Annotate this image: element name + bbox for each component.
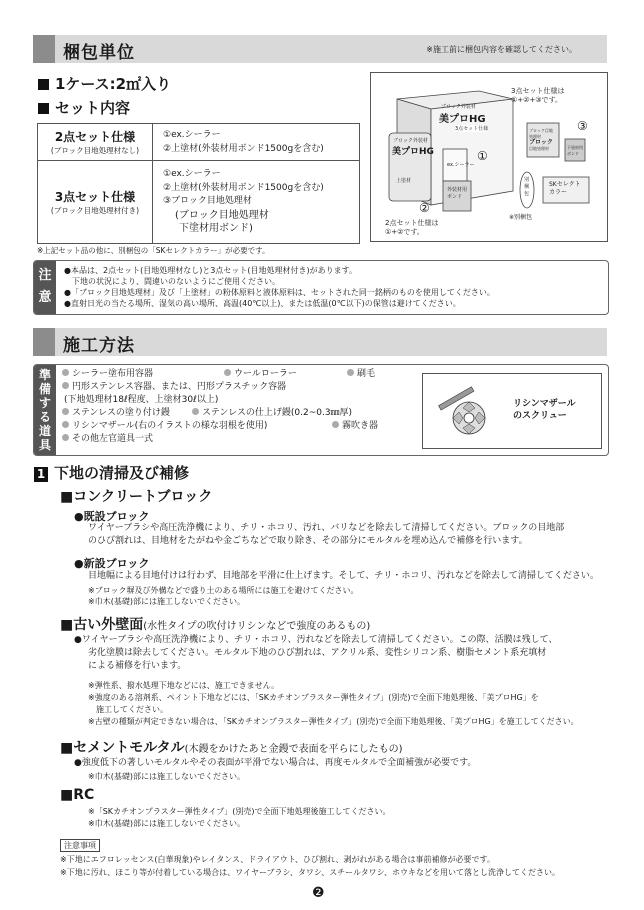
bullet-dot-icon: [332, 421, 339, 428]
kisetsu-body: ワイヤーブラシや高圧洗浄機により、チリ・ホコリ、汚れ、バリなどを除去して清掃してください。ブロックの目地部 のひび割れは、目地材をたがねや金ごちなどで取り除き、その部分にモルタルを埋め込んで補修を行います。: [88, 523, 565, 546]
shinsetsu-heading: ●新設ブロック: [74, 557, 150, 570]
cement-body: ●強度低下の著しいモルタルやその表面が平滑でない場合は、再度モルタルで全面補強が必要です。: [74, 758, 477, 768]
set-name-cell: 3点セット仕様 (ブロック目地処理材付き): [38, 161, 153, 244]
tools-line: シーラー塗布用容器 ウールローラー 刷毛: [62, 368, 412, 381]
header-bar: [33, 328, 55, 356]
rc-notes: ※「SKカチオンプラスター弾性タイプ」(別売)で全面下地処理後施工してください。 ※巾木(基礎)部には施工しないでください。: [88, 807, 391, 828]
bullet-dot-icon: [62, 434, 69, 441]
concrete-heading: ■コンクリートブロック: [60, 489, 213, 505]
tools-box: [33, 364, 609, 456]
step-number: 1: [34, 467, 48, 482]
old-wall-notes: ※弾性系、撥水処理下地などには、施工できません。 ※強度のある溶剤系、ペイント下地などには、「SKカチオンプラスター弾性タイプ」(別売)で全面下地処理後、「美プロHG」を 施工してください。 ※古壁の種類が判定できない場合は、「SKカチオンプラスター弾性タイプ」(別売)で全面下地処理後、「美プロHG」を施工してください。: [88, 681, 579, 726]
tools-line: 円形ステンレス容器、または、円形プラスチック容器: [62, 381, 412, 394]
set2-note: 2点セット仕様は ①+②です。: [385, 219, 439, 236]
tools-list: [62, 368, 412, 446]
case-heading: 1ケース:2㎡入り: [38, 73, 171, 94]
footer-notes: ※下地にエフロレッセンス(白華現象)やレイタンス、ドライアウト、ひび割れ、剥がれがある場合は事前補修が必要です。 ※下地に汚れ、ほこり等が付着している場合は、ワイヤーブラシ、タワシ、スチールタワシ、ホウキなどを用いて落とし洗浄してください。: [60, 855, 560, 877]
kisetsu-heading: ●既設ブロック: [74, 510, 150, 523]
mixer-label: リシンマザール のスクリュー: [513, 399, 576, 421]
page-number: ❷: [312, 885, 325, 901]
cement-notes: ※巾木(基礎)部には施工しないでください。: [88, 772, 245, 781]
section-header-method: [33, 328, 607, 356]
table-note: ※上記セット品の他に、別梱包の「SKセレクトカラー」が必要です。: [37, 246, 270, 255]
section-header-packaging: [33, 35, 607, 63]
square-bullet-icon: [38, 79, 49, 90]
caution-label: 注 意: [34, 261, 56, 314]
section-note: ※施工前に梱包内容を確認してください。: [426, 45, 577, 54]
shinsetsu-notes: ※ブロック塀及び外構などで盛り土のある場所には施工を避けてください。 ※巾木(基礎)部には施工しないでください。: [88, 586, 359, 606]
set-name-cell: 2点セット仕様 (ブロック目地処理材なし): [38, 124, 153, 161]
old-wall-body: ●ワイヤーブラシや高圧洗浄機により、チリ・ホコリ、汚れなどを除去して清掃してください。この際、活膜は残して、 劣化塗膜は除去してください。モルタル下地のひび割れは、アクリル系、変性シリコン系、樹脂セメント系充填材 による補修を行います。: [74, 635, 558, 671]
bullet-dot-icon: [224, 369, 231, 376]
tools-line: リシンマザール(右のイラストの様な羽根を使用) 霧吹き器: [62, 420, 412, 433]
square-bullet-icon: [38, 103, 49, 114]
old-wall-heading: ■古い外壁面(水性タイプの吹付けリシンなどで強度のあるもの): [60, 617, 371, 633]
shinsetsu-body: 目地幅による目地付けは行わず、目地部を平滑に仕上げます。そして、チリ・ホコリ、汚れなどを除去して清掃してください。: [88, 571, 599, 581]
tools-line: ステンレスの塗り付け鏝 ステンレスの仕上げ鏝(0.2~0.3㎜厚): [62, 407, 412, 420]
section-title: 施工方法: [63, 336, 135, 356]
bullet-dot-icon: [347, 369, 354, 376]
bullet-dot-icon: [62, 382, 69, 389]
set-items-cell: ①ex.シーラー ②上塗材(外装材用ボンド1500gを含む) ③ブロック目地処理材 (ブロック目地処理材 下塗材用ボンド): [153, 161, 360, 244]
header-bar: [33, 35, 55, 63]
section-title: 梱包単位: [63, 43, 135, 63]
tools-line: その他左官道具一式: [62, 433, 412, 446]
bullet-dot-icon: [62, 408, 69, 415]
tools-label: 準 備 す る 道 具: [34, 365, 56, 455]
package-illustration: ブロック外装材 美プロHG 3点セット仕様 ブロック外装材 美プロHG 上塗材 ex.シーラー 外装材用ボンド ① ② ③ 3点セット仕様は ①+②+③です。 ブロック目地 処理材 ブロック 目地処理材 下塗材用 ボンド 別梱包 SKセレクト カラー ※別梱包 2点セット仕様は ①+②です。: [370, 72, 608, 242]
caution-box: [33, 260, 609, 315]
caution-text: ●本品は、2点セット(目地処理材なし)と3点セット(目地処理材付き)があります。 下地の状況により、間違いのないようにご使用ください。 ●「ブロック目地処理材」及び「上塗材」の粉体原料と液体原料は、セットされた同一銘柄のものを使用してください。 ●直射日光の当たる場所、湿気の高い場所、高温(40℃以上)、または低温(0℃以下)の保管は避けてください。: [64, 266, 495, 308]
tools-line: (下地処理材18ℓ程度、上塗材30ℓ以上): [64, 395, 219, 405]
set-table: [37, 123, 360, 244]
step1-heading: 1 下地の清掃及び補修: [34, 462, 189, 483]
package-drawing: [371, 73, 607, 241]
bullet-dot-icon: [62, 369, 69, 376]
cement-heading: ■セメントモルタル(木鏝をかけたあと金鏝で表面を平らにしたもの): [60, 740, 403, 756]
set-items-cell: ①ex.シーラー ②上塗材(外装材用ボンド1500gを含む): [153, 124, 360, 161]
set3-note: 3点セット仕様は ①+②+③です。: [511, 87, 565, 104]
footer-label: 注意事項: [60, 839, 100, 852]
mixer-illustration: [422, 373, 602, 449]
bullet-dot-icon: [192, 408, 199, 415]
set-heading: セット内容: [38, 97, 130, 118]
bullet-dot-icon: [62, 421, 69, 428]
rc-heading: ■RC: [60, 787, 95, 803]
